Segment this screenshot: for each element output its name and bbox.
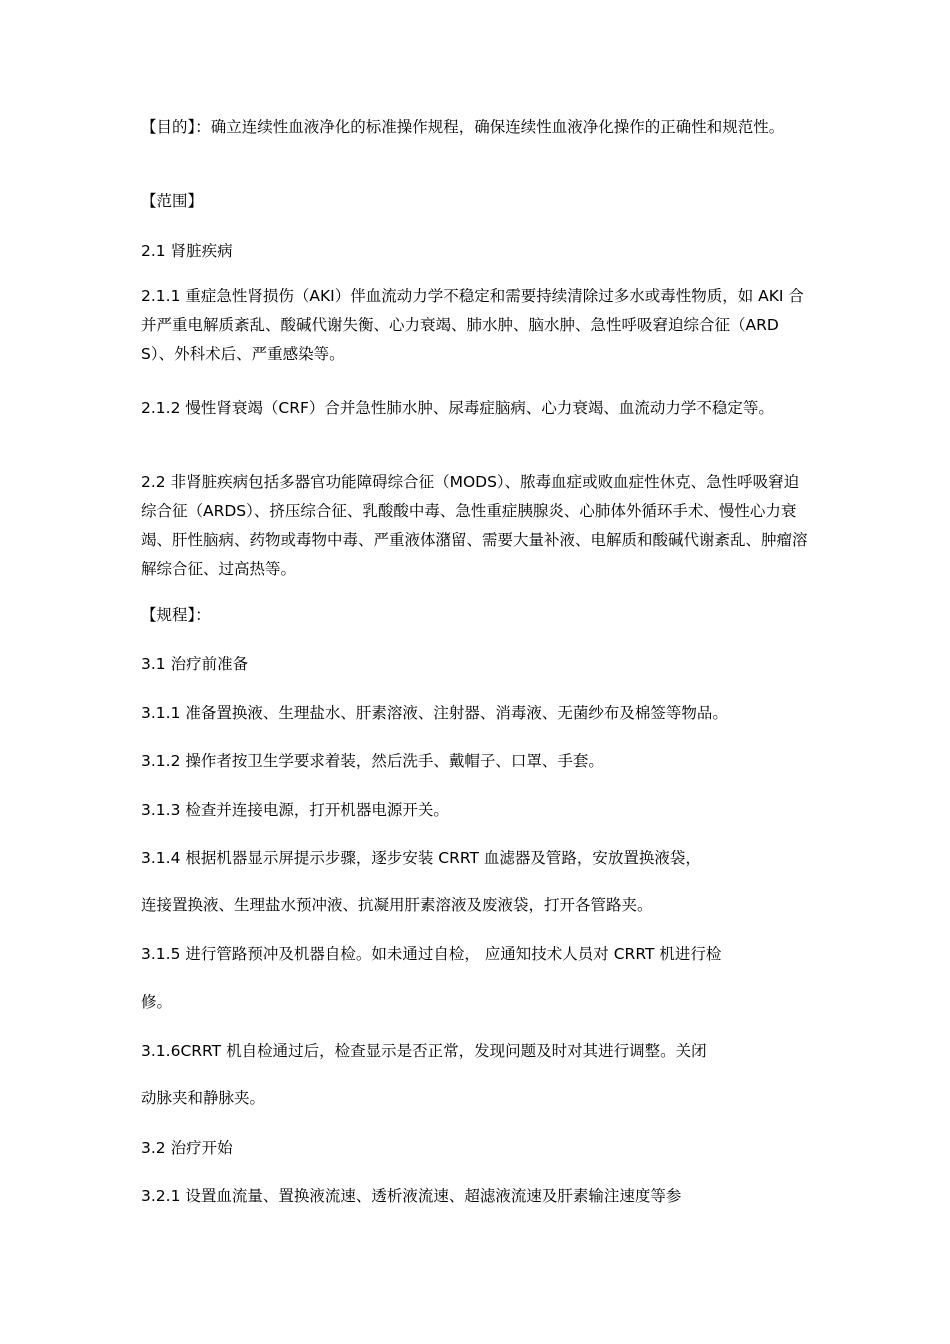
section-3-1-5-line-2: 修。 [141, 993, 173, 1011]
section-3-1-heading: 3.1 治疗前准备 [141, 655, 249, 673]
procedure-heading: 【规程】： [141, 606, 211, 624]
section-3-1-6-line-1: 3.1.6CRRT 机自检通过后，检查显示是否正常，发现问题及时对其进行调整。关闭 [141, 1042, 707, 1060]
section-2-1-2-paragraph: 2.1.2 慢性肾衰竭（CRF）合并急性肺水肿、尿毒症脑病、心力衰竭、血流动力学不稳定等。 [141, 399, 774, 417]
section-3-1-4-line-2: 连接置换液、生理盐水预冲液、抗凝用肝素溶液及废液袋，打开各管路夹。 [141, 896, 653, 914]
section-2-1-1-paragraph: 2.1.1 重症急性肾损伤（AKI）伴血流动力学不稳定和需要持续清除过多水或毒性物质，如 AKI 合并严重电解质紊乱、酸碱代谢失衡、心力衰竭、肺水肿、脑水肿、急性呼吸窘迫综合征（ARDS）、外科术后、严重感染等。 [141, 287, 804, 363]
section-3-2-heading: 3.2 治疗开始 [141, 1139, 233, 1157]
section-3-1-1-paragraph: 3.1.1 准备置换液、生理盐水、肝素溶液、注射器、消毒液、无菌纱布及棉签等物品。 [141, 704, 728, 722]
section-3-2-1-paragraph: 3.2.1 设置血流量、置换液流速、透析液流速、超滤液流速及肝素输注速度等参 [141, 1187, 682, 1205]
section-3-1-6-line-2: 动脉夹和静脉夹。 [141, 1089, 266, 1107]
section-2-1-heading: 2.1 肾脏疾病 [141, 242, 233, 260]
section-3-1-3-paragraph: 3.1.3 检查并连接电源，打开机器电源开关。 [141, 801, 449, 819]
section-3-1-5-line-1: 3.1.5 进行管路预冲及机器自检。如未通过自检， 应通知技术人员对 CRRT 机进行检 [141, 945, 722, 963]
section-3-1-4-line-1: 3.1.4 根据机器显示屏提示步骤，逐步安装 CRRT 血滤器及管路，安放置换液袋， [141, 849, 701, 867]
purpose-paragraph: 【目的】：确立连续性血液净化的标准操作规程，确保连续性血液净化操作的正确性和规范性。 [141, 118, 785, 136]
section-2-2-paragraph: 2.2 非肾脏疾病包括多器官功能障碍综合征（MODS）、脓毒血症或败血症性休克、急性呼吸窘迫综合征（ARDS）、挤压综合征、乳酸酸中毒、急性重症胰腺炎、心肺体外循环手术、慢性心力衰竭、肝性脑病、药物或毒物中毒、严重液体潴留、需要大量补液、电解质和酸碱代谢紊乱、肿瘤溶解综合征、过高热等。 [141, 473, 808, 578]
scope-heading: 【范围】 [141, 192, 204, 210]
section-3-1-2-paragraph: 3.1.2 操作者按卫生学要求着装，然后洗手、戴帽子、口罩、手套。 [141, 752, 604, 770]
